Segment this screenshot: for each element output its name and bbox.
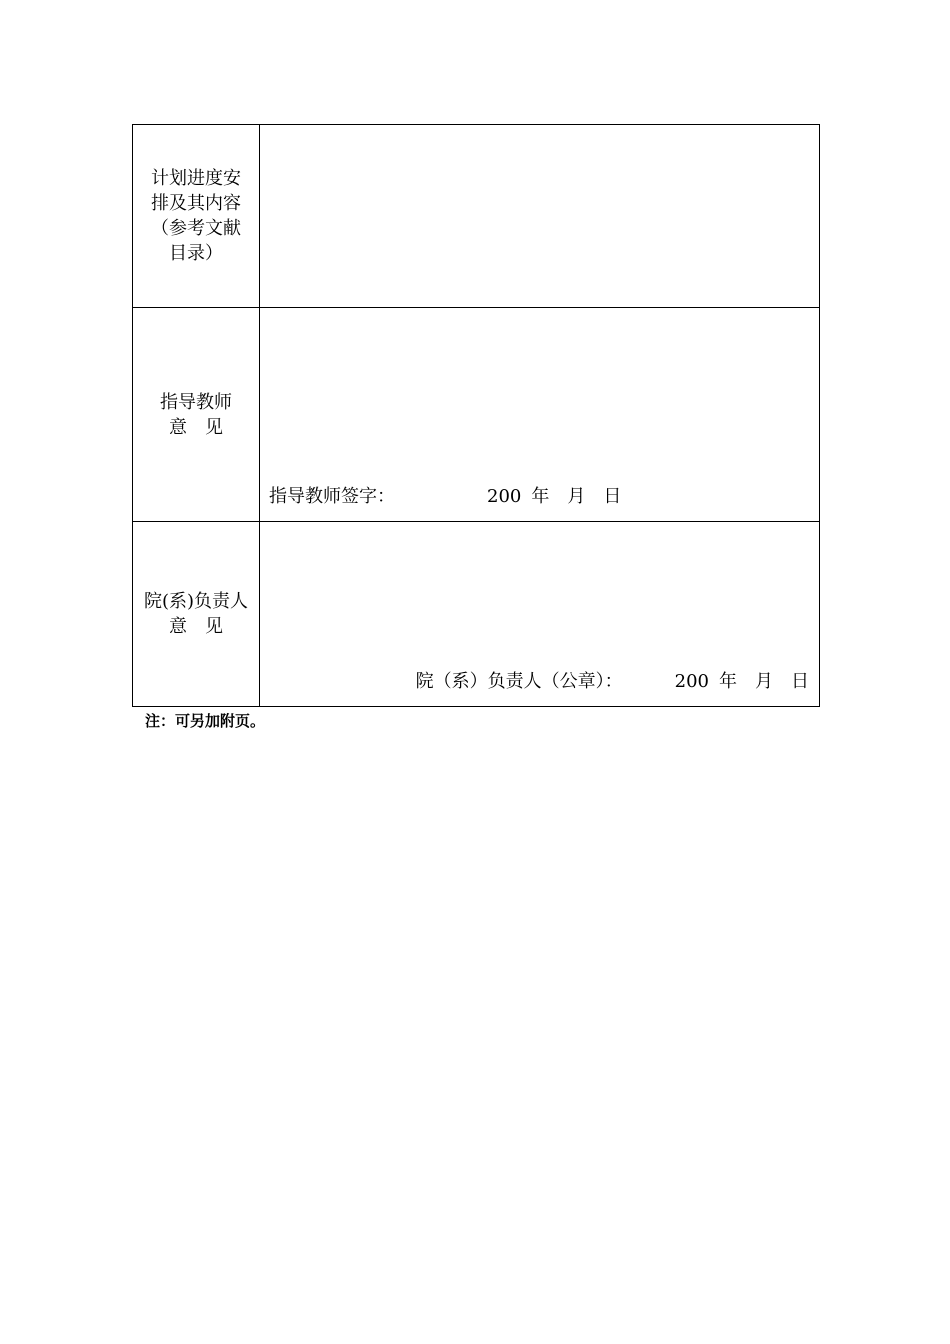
progress-plan-form-table	[132, 124, 820, 707]
advisor-date	[487, 484, 621, 509]
plan-label-line-1: 计划进度安	[151, 168, 241, 189]
plan-label-line-3: （参考文献	[151, 218, 241, 239]
advisor-year-unit: 年	[531, 486, 550, 507]
department-label-line-2: 意 见	[169, 616, 223, 637]
plan-row	[133, 125, 820, 308]
advisor-label-line-1: 指导教师	[160, 391, 232, 413]
department-label-line-1: 院(系)负责人	[143, 591, 249, 612]
plan-label-line-2: 排及其内容	[151, 193, 241, 214]
department-opinion-cell[interactable]	[260, 522, 820, 707]
advisor-opinion-cell[interactable]	[260, 308, 820, 522]
advisor-day-unit: 日	[603, 486, 622, 507]
advisor-signature-line	[269, 484, 621, 509]
plan-content-cell[interactable]	[260, 125, 820, 308]
department-day-unit: 日	[791, 671, 809, 692]
department-label-cell	[133, 522, 260, 707]
advisor-row	[133, 308, 820, 522]
footnote: 注：可另加附页。	[145, 712, 266, 730]
advisor-month-unit: 月	[567, 486, 586, 507]
advisor-label-line-2: 意 见	[169, 416, 223, 438]
advisor-signature-label: 指导教师签字：	[269, 486, 395, 507]
advisor-year-prefix: 200	[487, 486, 522, 507]
department-month-unit: 月	[755, 671, 773, 692]
plan-label-cell	[133, 125, 260, 308]
department-signature-label: 院（系）负责人（公章）：	[415, 671, 623, 692]
department-year-prefix: 200	[674, 671, 709, 692]
advisor-label-cell	[133, 308, 260, 522]
department-date	[675, 669, 809, 694]
department-signature-line	[416, 669, 809, 694]
department-row	[133, 522, 820, 707]
department-year-unit: 年	[719, 671, 737, 692]
plan-label-line-4: 目录）	[169, 243, 223, 264]
